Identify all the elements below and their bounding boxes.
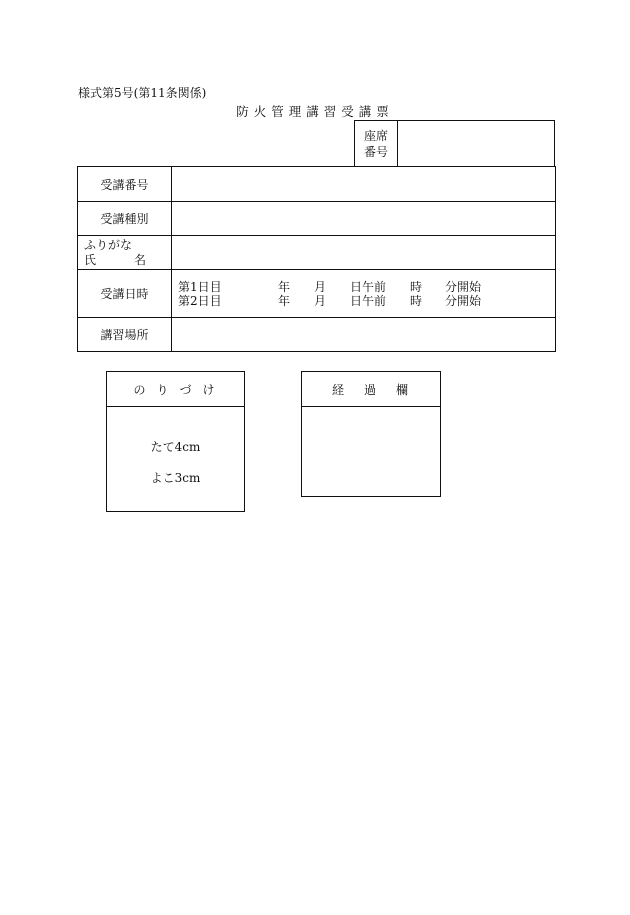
table-row (78, 270, 556, 318)
progress-box-title: 経過欄 (302, 372, 440, 407)
photo-width-note: よこ3cm (150, 471, 201, 485)
table-row (78, 318, 556, 352)
day1-label: 第1日目 (178, 279, 222, 294)
minute-start-unit: 分開始 (445, 293, 482, 308)
course-type-field[interactable] (172, 202, 556, 236)
name-label-part2: 名 (133, 252, 146, 267)
venue-field[interactable] (172, 318, 556, 352)
month-unit: 月 (314, 293, 327, 308)
photo-glue-box (106, 371, 245, 512)
name-field[interactable] (172, 236, 556, 270)
receipt-number-label: 受講番号 (78, 167, 172, 202)
glue-box-title: のりづけ (107, 372, 244, 407)
day-am-unit: 日午前 (350, 279, 387, 294)
form-number: 様式第5号(第11条関係) (78, 86, 207, 100)
datetime-line-day1 (172, 280, 555, 294)
furigana-label: ふりがな (84, 237, 133, 252)
glue-box-body (107, 438, 244, 486)
day2-label: 第2日目 (178, 293, 222, 308)
datetime-label: 受講日時 (78, 270, 172, 318)
document-title: 防火管理講習受講票 (236, 104, 394, 119)
seat-number-label (355, 121, 398, 166)
year-unit: 年 (278, 293, 291, 308)
hour-unit: 時 (410, 279, 423, 294)
progress-box-body[interactable] (302, 407, 440, 497)
hour-unit: 時 (410, 293, 423, 308)
name-label (84, 253, 146, 268)
registration-table (77, 166, 556, 352)
seat-number-box (354, 120, 555, 166)
datetime-line-day2 (172, 294, 555, 308)
photo-height-note: たて4cm (150, 440, 201, 454)
day-am-unit: 日午前 (350, 293, 387, 308)
name-label-cell (78, 236, 172, 270)
seat-label-line1: 座席 (363, 128, 388, 143)
name-label-part1: 氏 (84, 252, 97, 267)
seat-label-line2: 番号 (363, 144, 388, 159)
minute-start-unit: 分開始 (445, 279, 482, 294)
year-unit: 年 (278, 279, 291, 294)
progress-box (301, 371, 441, 497)
receipt-number-field[interactable] (172, 167, 556, 202)
table-row (78, 236, 556, 270)
month-unit: 月 (314, 279, 327, 294)
seat-number-field[interactable] (398, 121, 554, 166)
table-row (78, 202, 556, 236)
table-row (78, 167, 556, 202)
course-type-label: 受講種別 (78, 202, 172, 236)
venue-label: 講習場所 (78, 318, 172, 352)
datetime-field[interactable] (172, 270, 556, 318)
